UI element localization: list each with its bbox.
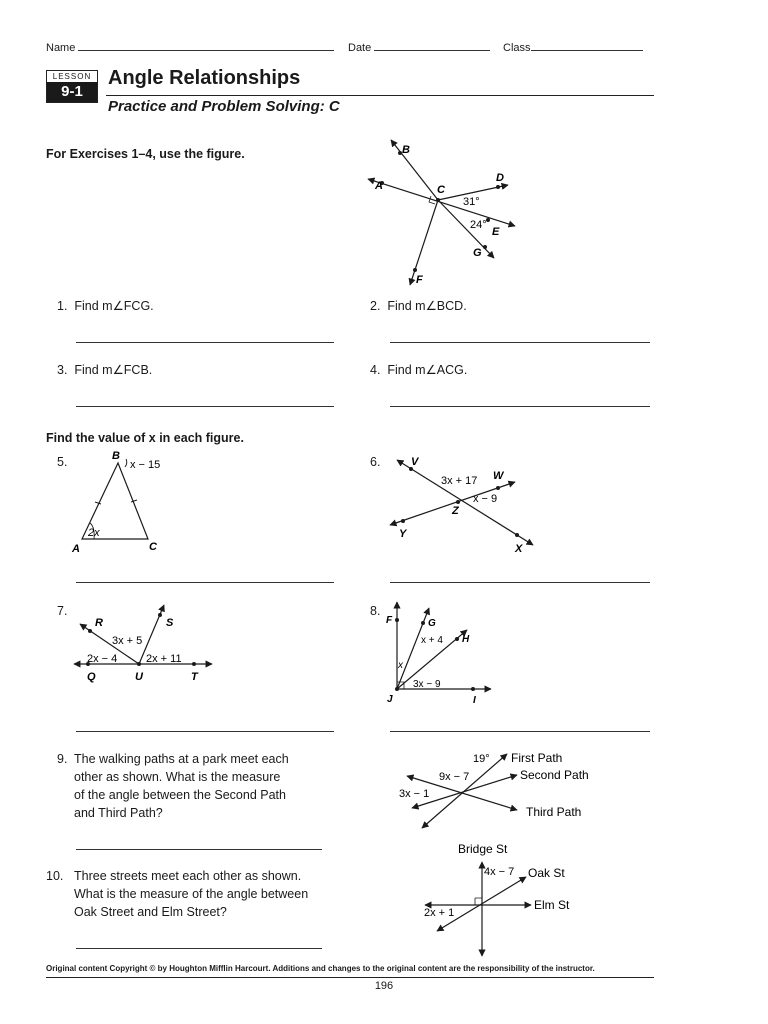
fig5-expr-bottom: 2x [88,527,100,539]
exercise-1: 1. Find m∠FCG. [57,299,154,313]
fig5-expr-top: x − 15 [130,459,161,471]
label-g: G [473,247,482,259]
fig9-expr-1: 9x − 7 [439,771,470,783]
label-e: E [492,226,500,238]
label-c: C [437,184,445,196]
answer-line-9[interactable] [76,849,322,850]
fig8-expr-3: 3x − 9 [413,679,441,690]
answer-line-6[interactable] [390,582,650,583]
exercise-10-text: Three streets meet each other as shown. What is the measure of the angle between Oak Street and Elm Street? [74,869,309,919]
figure-10-streets [420,838,580,960]
fig8-label-g: G [428,618,436,629]
fig8-label-j: J [387,694,393,705]
fig8-expr-2: x [398,660,403,671]
figure-9-paths [395,746,605,834]
label-a: A [375,180,383,192]
fig7-expr-1: 3x + 5 [112,635,143,647]
fig6-label-x: X [515,543,523,555]
date-field[interactable]: Date [348,38,490,54]
fig9-first-path: First Path [511,751,563,765]
page-title: Angle Relationships [108,67,301,89]
name-field[interactable]: Name [46,38,334,54]
fig5-label-c: C [149,541,157,553]
fig10-expr-1: 4x − 7 [484,866,515,878]
answer-line-7[interactable] [76,731,334,732]
fig6-label-w: W [493,470,504,482]
fig10-elm-st: Elm St [534,898,570,912]
angle-24: 24° [470,219,487,231]
answer-line-1[interactable] [76,342,334,343]
label-f: F [416,274,423,286]
fig5-label-b: B [112,450,120,462]
footer-divider [46,977,654,978]
fig6-label-z: Z [452,505,459,517]
section2-instructions: Find the value of x in each figure. [46,431,244,445]
label-b: B [402,144,410,156]
figure-6-lines [385,450,545,560]
fig6-label-y: Y [399,528,407,540]
label-d: D [496,172,504,184]
class-field[interactable]: Class [503,38,643,54]
section1-instructions: For Exercises 1–4, use the figure. [46,147,245,161]
fig7-label-s: S [166,617,174,629]
fig7-expr-3: 2x + 11 [146,653,182,665]
lesson-badge [46,70,98,103]
exercise-8-num: 8. [370,604,381,618]
fig6-label-v: V [411,456,419,468]
angle-31: 31° [463,196,480,208]
fig9-angle: 19° [473,753,490,765]
figure-7-lines [70,600,220,685]
exercise-6-num: 6. [370,455,381,469]
fig8-expr-1: x + 4 [421,635,443,646]
answer-line-5[interactable] [76,582,334,583]
figure-5-triangle [68,445,188,560]
page-number: 196 [374,980,394,992]
fig10-oak-st: Oak St [528,866,565,880]
answer-line-2[interactable] [390,342,650,343]
lesson-number: 9-1 [47,82,97,102]
fig7-label-t: T [191,671,198,683]
answer-line-3[interactable] [76,406,334,407]
copyright-notice: Original content Copyright © by Houghton Mifflin Harcourt. Additions and changes to the original content are the responsibility of the instructor. [46,964,595,973]
exercise-9-num: 9. [57,752,68,766]
exercise-10-num: 10. [46,869,64,883]
fig8-label-h: H [462,634,470,645]
exercise-7-num: 7. [57,604,68,618]
fig6-expr-1: 3x + 17 [441,475,478,487]
lesson-label: LESSON [52,72,92,81]
title-divider [106,95,654,96]
exercise-4: 4. Find m∠ACG. [370,363,468,377]
figure-8-angles [383,598,498,708]
answer-line-8[interactable] [390,731,650,732]
fig9-expr-2: 3x − 1 [399,788,430,800]
fig8-label-f: F [386,615,393,626]
fig8-label-i: I [473,695,476,706]
fig5-label-a: A [72,543,80,555]
fig7-label-r: R [95,617,103,629]
fig10-bridge-st: Bridge St [458,842,508,856]
answer-line-4[interactable] [390,406,650,407]
answer-line-10[interactable] [76,948,322,949]
exercise-2: 2. Find m∠BCD. [370,299,467,313]
fig6-expr-2: x − 9 [473,493,498,505]
fig7-label-u: U [135,671,143,683]
fig7-expr-2: 2x − 4 [87,653,118,665]
fig9-second-path: Second Path [520,768,589,782]
exercise-5-num: 5. [57,455,68,469]
page-subtitle: Practice and Problem Solving: C [108,98,340,115]
fig7-label-q: Q [87,671,96,683]
figure-main [360,135,530,295]
exercise-3: 3. Find m∠FCB. [57,363,153,377]
exercise-9-text: The walking paths at a park meet each other as shown. What is the measure of the angle between the Second Path and Third Path? [74,752,289,820]
fig9-third-path: Third Path [526,805,582,819]
fig10-expr-2: 2x + 1 [424,907,455,919]
